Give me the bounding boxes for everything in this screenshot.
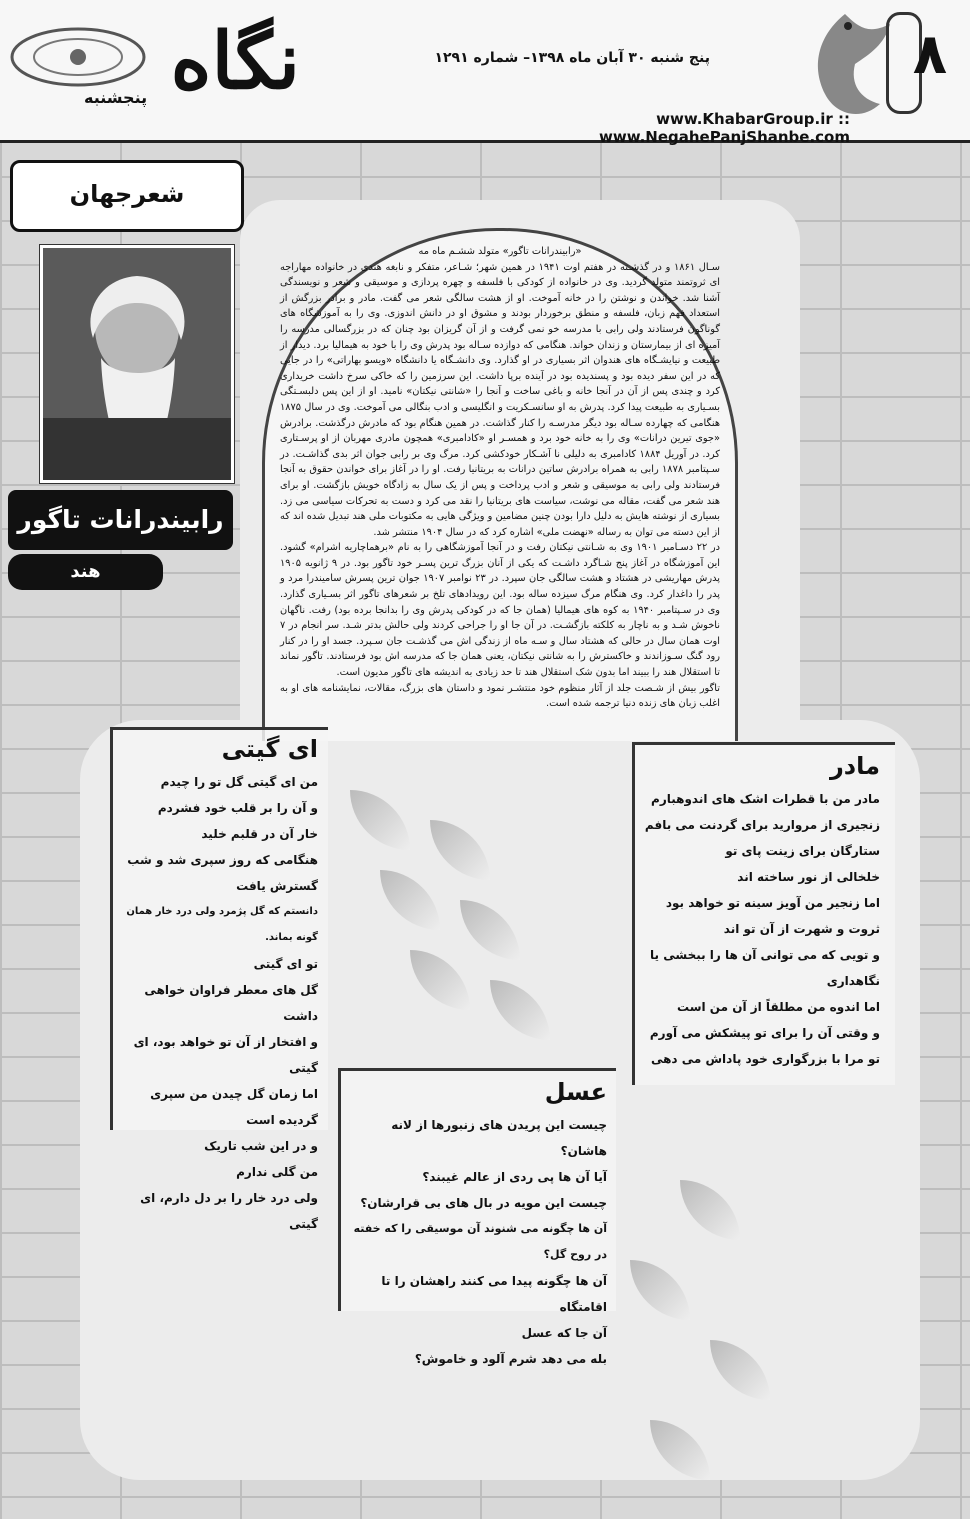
poem-line: هنگامی که روز سپری شد و شب گسترش یافت [127, 853, 318, 893]
newspaper-logo [150, 8, 310, 108]
phoenix-icon [790, 4, 900, 129]
poem-line: خار آن در قلبم خلید [201, 827, 318, 841]
poem-title: مادر [829, 752, 880, 780]
logo-subtitle: پنجشنبه [84, 88, 148, 107]
poet-country-badge: هند [8, 554, 163, 590]
poem-line: گل های معطر فراوان خواهی داشت [144, 983, 318, 1023]
poem-line: و وقتی آن را برای تو پیشکش می آورم [649, 1026, 880, 1040]
poem-line: من ای گیتی گل تو را چیدم [160, 775, 318, 789]
poem-line: اما زمان گل چیدن من سپری گردیده است [150, 1087, 318, 1127]
masthead [0, 0, 970, 146]
poem-line: آن جا که عسل [521, 1326, 607, 1340]
poem-gity [118, 735, 318, 1237]
poem-line: و افتخار از آن تو خواهد بود، ای گیتی [133, 1035, 318, 1075]
poem-line: آیا آن ها پی ردی از عالم غیبند؟ [422, 1170, 607, 1184]
poem-line: بله می دهد شرم آلود و خاموش؟ [414, 1352, 607, 1366]
poem-line: چیست این مویه در بال های بی قرارشان؟ [360, 1196, 607, 1210]
biography-intro: «رابیندرانات تاگور» متولد ششـم ماه مه [418, 246, 582, 257]
poem-line: زنجیری از مروارید برای گردنت می بافم [644, 818, 880, 832]
biography-paragraph: سـال ۱۸۶۱ و در گذشـته در هفتم اوت ۱۹۴۱ در همین شهر؛ شـاعر، متفکر و نابغه هندی در خانواده مهاراجه ای ثروتمند متولد گردید. وی در خانواده از کودکی با فلسفه و چهره پردازی و موسیقی و شعر و نویسندگی آشنا شد. خواندن و نوشتن را در خانه آموخت. او از هشت سالگی شعر می گفت. مادر و برادر بزرگش از استعداد فهم زبان، فلسفه و منطق برخوردار بودند و مشوق او در دانش اندوزی. وی را به آموزشگاه های گوناگون فرستادند ولی رابی با مدرسه خو نمی گرفت و از آن گریزان بود چنان که در بزرگسالی مدرسه را آمیزه ای از بیمارستان و زندان خواند. هنگامی که دوازده سـاله بود پدرش وی را با خود به هیمالیا برد. دیدار از طبیعت و نیایشـگاه های هندوان اثر بسیاری در او گذارد. وی دانشـگاه یا دانشگاه «ویسو بهاراتی» را در جایی که در این سفر دیده بود و پسندیده بود در آینده برپا داشت. این سرزمین را که خاکی سرخ داشت خریداری کرد و چندی پس از آن در آنجا خانه و باغی ساخت و آنجا را «شانتی نیکتان» نامید. او از این پس دلبسـتگی بسـیاری به طبیعت پیدا کرد. پدرش به او سانسـکریت و انگلیسی و ادب بنگالی می آموخت. وی در سال ۱۸۷۵ هنگامی که چهارده سـاله بود دیگر مدرسـه را کنار گذاشت. در همین هنگام بود که مادرش درگذشت. برادرش «جوی تیرین درانات» وی را به خانه خود برد و همسـر او «کادامبری» همچون مادری مهربان از او پرسـتاری کرد. در آوریل ۱۸۸۴ کادامبری به دلیلی نا آشـکار خودکشی کرد. مرگ وی بر رابی جوان اثر بدی گذاشـت. در سـپتامبر ۱۸۷۸ رابی به همراه برادرش ساتین درانات به بریتانیا رفت. او را در آغاز برای خواندن حقوق به آنجا فرستادند ولی رابی به موسیقی و شعر و ادب پرداخت و پس از یک سال به زادگاه خویش بازگشت. او برای هند شعر می گفت، مقاله می نوشت، سیاست های بریتانیا را نقد می کرد و دست به تحرکات سیاسی می زد. بسیاری از نوشته هایش به دلیل دارا بودن چنین مضامین و ویژگی هایی به مکتوبات ملی هند تبدیل شده اند که از این دسته می توان به رساله «نهضت ملی» اشاره کرد که در سال ۱۹۰۴ منتشر شد. [280, 261, 721, 538]
poem-line: خلخالی از نور ساخته اند [737, 870, 880, 884]
section-title: شعرجهان [10, 160, 244, 232]
poem-line: اما اندوه من مطلقاً از آن من است [677, 1000, 880, 1014]
poem-line: آن ها چگونه می شنوند آن موسیقی را که خفته در روح گل؟ [353, 1222, 607, 1261]
poem-line: ثروت و شهرت از آن تو اند [723, 922, 880, 936]
poem-line: من گلی ندارم [236, 1165, 318, 1179]
dateline: پنج شنبه ۳۰ آبان ماه ۱۳۹۸– شماره ۱۲۹۱ [434, 50, 710, 66]
poem-line: آن ها چگونه پیدا می کنند راهشان را تا اقامتگاه [381, 1274, 607, 1314]
poem-madar [640, 752, 880, 1072]
poem-line: تو ای گیتی [253, 957, 318, 971]
poem-line: اما زنجیر من آویز سینه تو خواهد بود [665, 896, 880, 910]
poem-line: مادر من با قطرات اشک های اندوهبارم [651, 792, 880, 806]
website-urls: www.KhabarGroup.ir :: www.NegahePanjShanbe.com [598, 110, 850, 146]
poem-asal [345, 1078, 607, 1372]
poem-line: چیست این پریدن های زنبورها از لانه هاشان؟ [391, 1118, 607, 1158]
biography-paragraph: تاگور بیش از شـصت جلد از آثار منظوم خود منتشـر نمود و داستان های بزرگ، مقالات، نمایشنامه های او به اغلب زبان های زنده دنیا ترجمه شده است. [280, 682, 720, 710]
poem-title: ای گیتی [221, 735, 318, 763]
poem-line: و آن را بر قلب خود فشردم [157, 801, 318, 815]
page-number: ۸ [912, 22, 948, 87]
ornament-icon [8, 22, 148, 92]
poem-line: دانستم که گل پژمرد ولی درد خار همان گونه بماند. [126, 906, 318, 943]
poet-portrait [40, 245, 234, 483]
poem-line: ستارگان برای زینت پای تو [725, 844, 880, 858]
poem-line: ولی درد خار را بر دل دارم، ای گیتی [140, 1191, 318, 1231]
logo-title: نگاه [170, 16, 300, 107]
biography-paragraph: در ۲۲ دسـامبر ۱۹۰۱ وی به شـانتی نیکتان رفت و در آنجا آموزشگاهی را به نام «برهماچاریه اشرام» گشود. این آموزشگاه در آغاز پنج شـاگرد داشـت که یکی از آنان بزرگ ترین پسـر خود تاگور بود. در ۹ ژانویه ۱۹۰۵ پدرش مهاریشی در هشتاد و هشت سالگی جان سپرد. در ۲۳ نوامبر ۱۹۰۷ جوان ترین پسرش ساميندرا مرد و پدر را داغدار کرد. وی هنگام مرگ سیزده ساله بود. این رویدادهای تلخ بر شعرهای تاگور اثر بسـیاری گذارد. وی در سـپتامبر ۱۹۴۰ به کوه های هیمالیا (همان جا که در کودکی پدرش وی را بدانجا برده بود) رفت. ناگهان ناخوش شـد و به ناچار به کلکته بازگشـت. در آن جا او را جراحی کردند ولی حالش بدتر شـد. سر انجام در ۷ اوت همان سال در حالی که هشتاد سال و سـه ماه از زندگی اش می گذشـت جان سـپرد. جسد او را در کنار رود گنگ سـوزاندند و خاکسترش را به شانتی نیکتان، یعنی همان جا که مدرسه اش بود فرستادند. تاگور نماند تا استقلال هند را ببیند اما بدون شک استقلال هند تا حد زیادی به اندیشه های تاگور مدیون است. [280, 542, 721, 679]
poem-title: عسل [544, 1078, 607, 1106]
poem-line: تو مرا با بزرگواری خود پاداش می دهی [650, 1052, 880, 1066]
biography-text [280, 244, 720, 712]
poem-line: و تویی که می توانی آن ها را ببخشی یا نگاهداری [650, 948, 880, 988]
poet-name-banner: رابیندرانات تاگور [8, 490, 233, 550]
poem-line: و در این شب تاریک [204, 1139, 318, 1153]
